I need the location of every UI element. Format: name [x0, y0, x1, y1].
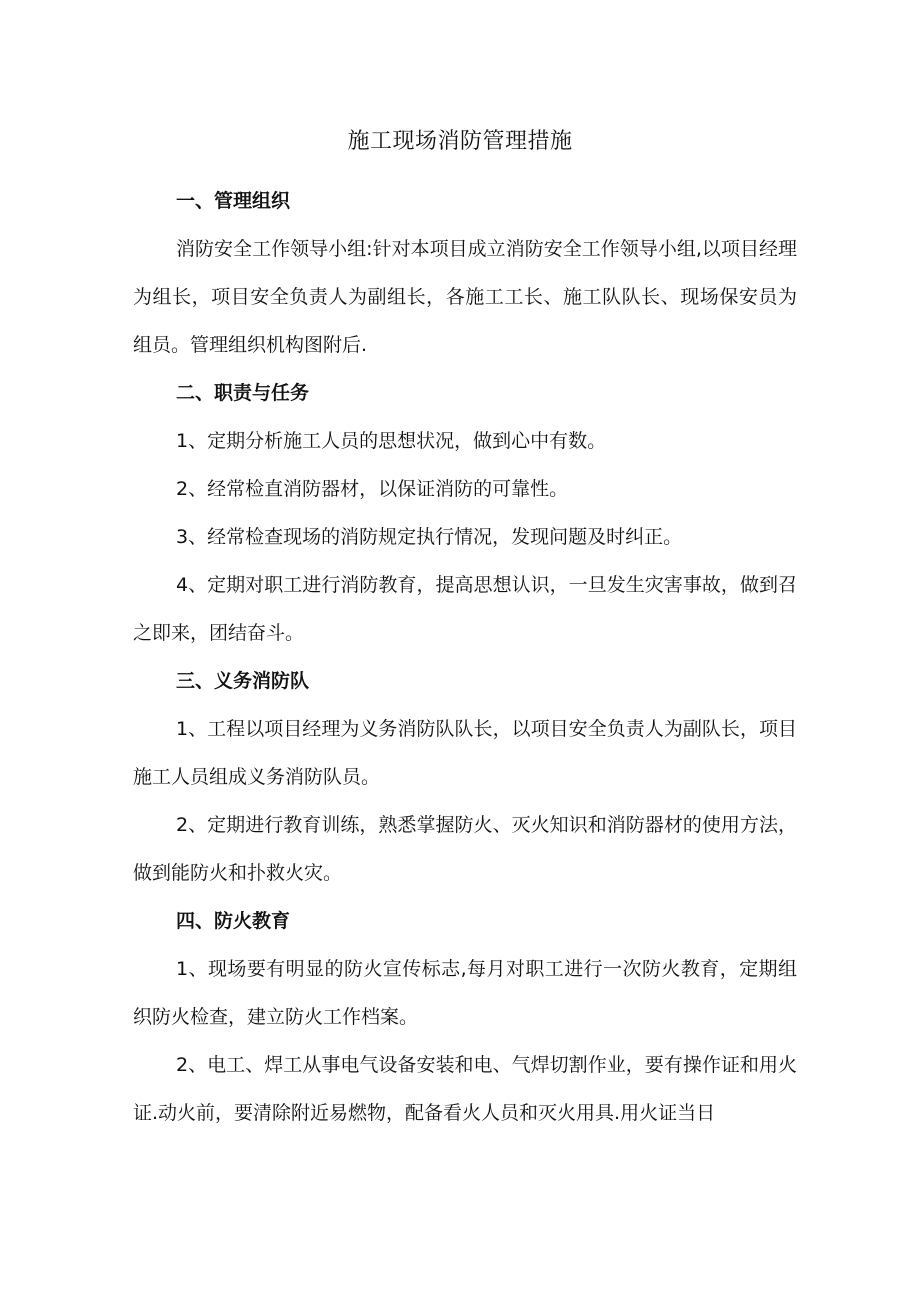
section-heading: 二、职责与任务 [176, 382, 310, 404]
document-title: 施工现场消防管理措施 [347, 129, 573, 154]
section-heading: 一、管理组织 [176, 190, 291, 212]
paragraph: 3、经常检查现场的消防规定执行情况，发现问题及时纠正。 [176, 526, 683, 548]
paragraph: 2、定期进行教育训练，熟悉掌握防火、灭火知识和消防器材的使用方法， 做到能防火和扑救火灾。 [133, 814, 797, 884]
paragraph: 2、电工、焊工从事电气设备安装和电、气焊切割作业，要有操作证和用火证.动火前，要清除附近易燃物，配备看火人员和灭火用具.用火证当日 [133, 1054, 797, 1124]
section-heading: 三、义务消防队 [176, 670, 310, 692]
section-duties-and-tasks [133, 369, 797, 657]
section-management-organization [133, 177, 797, 369]
paragraph: 2、经常检直消防器材，以保证消防的可靠性。 [176, 478, 569, 500]
paragraph: 消防安全工作领导小组:针对本项目成立消防安全工作领导小组,以项目经理为组长，项目安全负责人为副组长，各施工工长、施工队队长、现场保安员为组员。管理组织机构图附后. [133, 238, 797, 356]
paragraph: 1、定期分析施工人员的思想状况，做到心中有数。 [176, 430, 607, 452]
section-heading: 四、防火教育 [176, 910, 291, 932]
document-body [133, 177, 797, 1137]
section-volunteer-fire-brigade [133, 657, 797, 897]
paragraph: 1、工程以项目经理为义务消防队队长，以项目安全负责人为副队长，项目施工人员组成义务消防队员。 [133, 718, 797, 788]
paragraph: 4、定期对职工进行消防教育，提高思想认识，一旦发生灾害事故，做到召之即来，团结奋斗。 [133, 574, 797, 644]
paragraph: 1、现场要有明显的防火宣传标志,每月对职工进行一次防火教育，定期组织防火检查，建立防火工作档案。 [133, 958, 797, 1028]
section-fire-prevention-education [133, 897, 797, 1137]
